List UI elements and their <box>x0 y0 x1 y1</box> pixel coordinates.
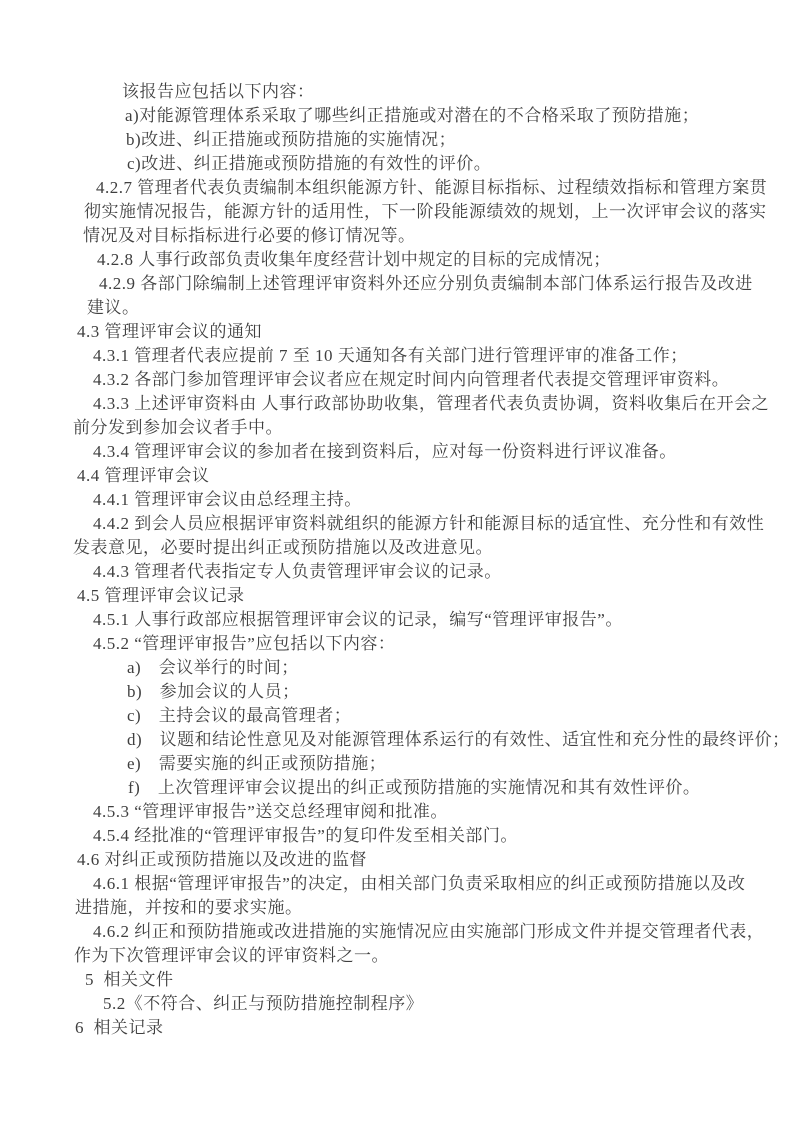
doc-line: b)改进、纠正措施或预防措施的实施情况； <box>126 130 457 149</box>
doc-line: 4.5.4 经批准的“管理评审报告”的复印件发至相关部门。 <box>93 826 518 845</box>
doc-line: 4.5 管理评审会议记录 <box>77 586 245 605</box>
doc-line: 4.5.1 人事行政部应根据管理评审会议的记录，编写“管理评审报告”。 <box>93 610 623 629</box>
doc-line: 进措施，并按和的要求实施。 <box>75 898 303 917</box>
doc-line: 4.3.1 管理者代表应提前 7 至 10 天通知各有关部门进行管理评审的准备工作； <box>93 346 688 365</box>
doc-line: 前分发到参加会议者手中。 <box>73 418 283 437</box>
doc-line: 6 相关记录 <box>75 1018 164 1037</box>
doc-line: 建议。 <box>87 298 140 317</box>
doc-line: 4.4.2 到会人员应根据评审资料就组织的能源方针和能源目标的适宜性、充分性和有效性 <box>93 514 765 533</box>
doc-line: 彻实施情况报告，能源方针的适用性，下一阶段能源绩效的规划，上一次评审会议的落实 <box>84 202 767 221</box>
doc-line: 4.4 管理评审会议 <box>77 466 210 485</box>
doc-line: e) 需要实施的纠正或预防措施； <box>127 754 387 773</box>
doc-line: 4.2.8 人事行政部负责收集年度经营计划中规定的目标的完成情况； <box>97 250 611 269</box>
doc-line: 4.3.3 上述评审资料由 人事行政部协助收集，管理者代表负责协调，资料收集后在开会之 <box>93 394 769 413</box>
doc-line: c) 主持会议的最高管理者； <box>127 706 352 725</box>
doc-line: 4.6 对纠正或预防措施以及改进的监督 <box>77 850 367 869</box>
doc-line: 4.3 管理评审会议的通知 <box>77 322 262 341</box>
doc-line: 4.5.3 “管理评审报告”送交总经理审阅和批准。 <box>93 802 448 821</box>
doc-line: 5.2《不符合、纠正与预防措施控制程序》 <box>103 994 424 1013</box>
doc-line: a)对能源管理体系采取了哪些纠正措施或对潜在的不合格采取了预防措施； <box>125 106 700 125</box>
doc-line: 4.2.7 管理者代表负责编制本组织能源方针、能源目标指标、过程绩效指标和管理方案贯 <box>96 178 768 197</box>
doc-line: 5 相关文件 <box>85 970 174 989</box>
doc-line: a) 会议举行的时间； <box>127 658 299 677</box>
doc-line: 情况及对目标指标进行必要的修订情况等。 <box>83 226 416 245</box>
doc-line: 4.3.4 管理评审会议的参加者在接到资料后，应对每一份资料进行评议准备。 <box>93 442 677 461</box>
doc-line: 发表意见，必要时提出纠正或预防措施以及改进意见。 <box>73 538 493 557</box>
doc-line: 该报告应包括以下内容： <box>122 82 315 101</box>
doc-line: 4.6.2 纠正和预防措施或改进措施的实施情况应由实施部门形成文件并提交管理者代表， <box>93 922 765 941</box>
doc-line: 4.4.3 管理者代表指定专人负责管理评审会议的记录。 <box>93 562 502 581</box>
doc-line: 4.4.1 管理评审会议由总经理主持。 <box>93 490 362 509</box>
doc-line: c)改进、纠正措施或预防措施的有效性的评价。 <box>127 154 492 173</box>
doc-line: 4.3.2 各部门参加管理评审会议者应在规定时间内向管理者代表提交管理评审资料。 <box>93 370 730 389</box>
doc-line: 4.6.1 根据“管理评审报告”的决定，由相关部门负责采取相应的纠正或预防措施以及改 <box>93 874 746 893</box>
doc-line: f) 上次管理评审会议提出的纠正或预防措施的实施情况和其有效性评价。 <box>128 778 701 797</box>
doc-line: 作为下次管理评审会议的评审资料之一。 <box>74 946 389 965</box>
doc-line: 4.2.9 各部门除编制上述管理评审资料外还应分别负责编制本部门体系运行报告及改进 <box>99 274 753 293</box>
doc-line: b) 参加会议的人员； <box>127 682 300 701</box>
doc-line: 4.5.2 “管理评审报告”应包括以下内容： <box>93 634 396 653</box>
doc-line: d) 议题和结论性意见及对能源管理体系运行的有效性、适宜性和充分性的最终评价； <box>127 730 790 749</box>
